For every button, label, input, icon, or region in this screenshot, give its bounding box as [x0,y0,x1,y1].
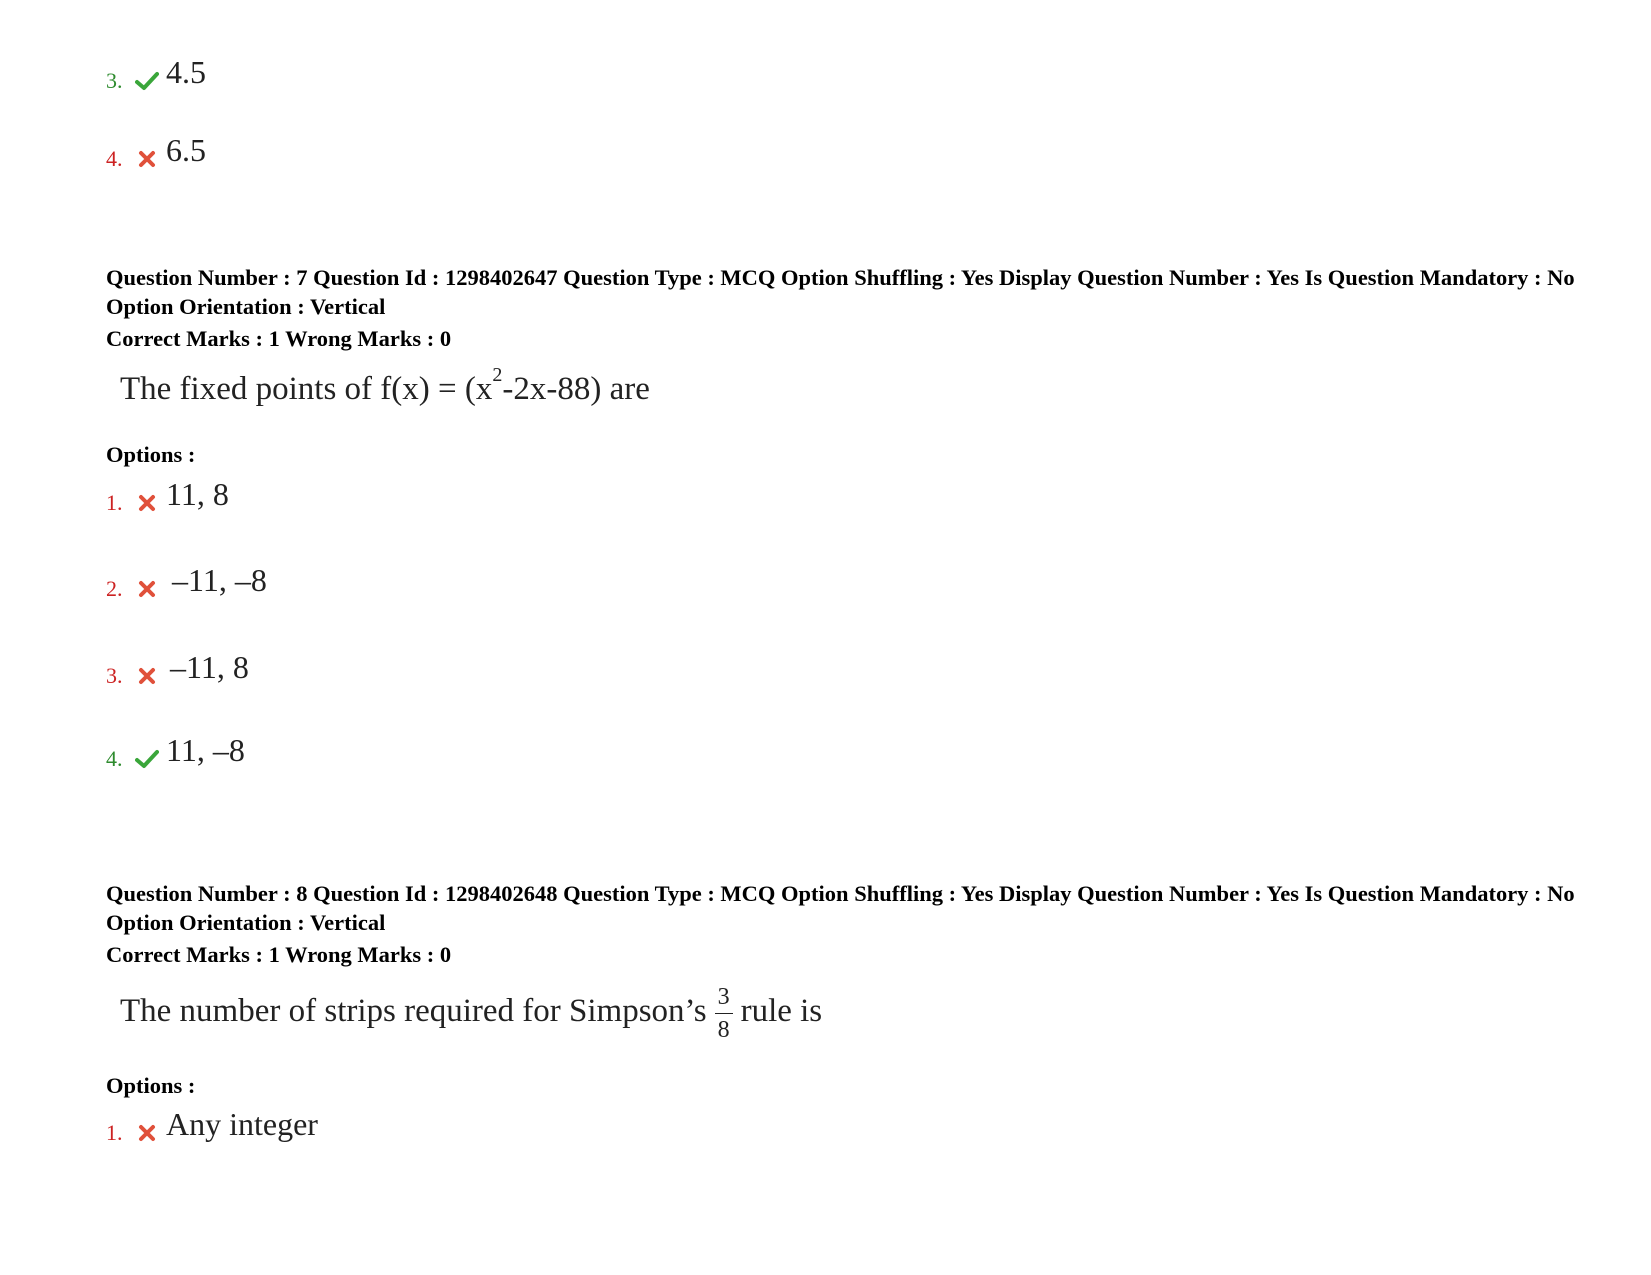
options-label: Options : [106,442,196,467]
question-text-end: rule is [740,993,823,1030]
option-item [106,562,267,602]
check-icon [132,68,162,94]
fraction-denominator: 8 [717,1017,730,1043]
option-number: 4. [106,746,123,771]
option-item [106,1106,318,1146]
option-value: Any integer [166,1106,318,1142]
option-item [106,132,206,172]
question-text [120,985,822,1042]
option-number: 3. [106,68,123,93]
fraction [715,985,733,1042]
option-number: 3. [106,663,123,688]
option-item [106,54,206,94]
option-number: 1. [106,1120,123,1145]
cross-icon [132,1120,162,1146]
option-value: –11, 8 [170,649,249,685]
question-marks: Correct Marks : 1 Wrong Marks : 0 [106,942,452,967]
question-text-start: The fixed points of f(x) = (x [120,371,493,407]
option-number: 1. [106,490,123,515]
question-text-end: -2x-88) are [502,371,650,407]
options-label: Options : [106,1073,196,1098]
option-value: 11, 8 [166,476,229,512]
option-value: –11, –8 [172,562,267,598]
fraction-bar [715,1013,733,1014]
fraction-numerator: 3 [717,984,730,1010]
question-text [120,364,650,408]
cross-icon [132,663,162,689]
option-number: 4. [106,146,123,171]
exponent: 2 [492,364,503,386]
option-value: 11, –8 [166,732,245,768]
cross-icon [132,146,162,172]
question-header: Question Number : 8 Question Id : 1298402648 Question Type : MCQ Option Shuffling : Yes Display Question Number : Yes Is Question Mandatory : No Option Orientation : Vertical [106,881,1575,935]
option-value: 4.5 [166,54,206,90]
question-text-start: The number of strips required for Simpson’s [120,993,707,1030]
option-item [106,476,229,516]
cross-icon [132,490,162,516]
cross-icon [132,576,162,602]
option-item [106,732,245,772]
question-header: Question Number : 7 Question Id : 1298402647 Question Type : MCQ Option Shuffling : Yes Display Question Number : Yes Is Question Mandatory : No Option Orientation : Vertical [106,265,1575,319]
question-marks: Correct Marks : 1 Wrong Marks : 0 [106,326,452,351]
option-number: 2. [106,576,123,601]
option-value: 6.5 [166,132,206,168]
option-item [106,649,249,689]
check-icon [132,746,162,772]
